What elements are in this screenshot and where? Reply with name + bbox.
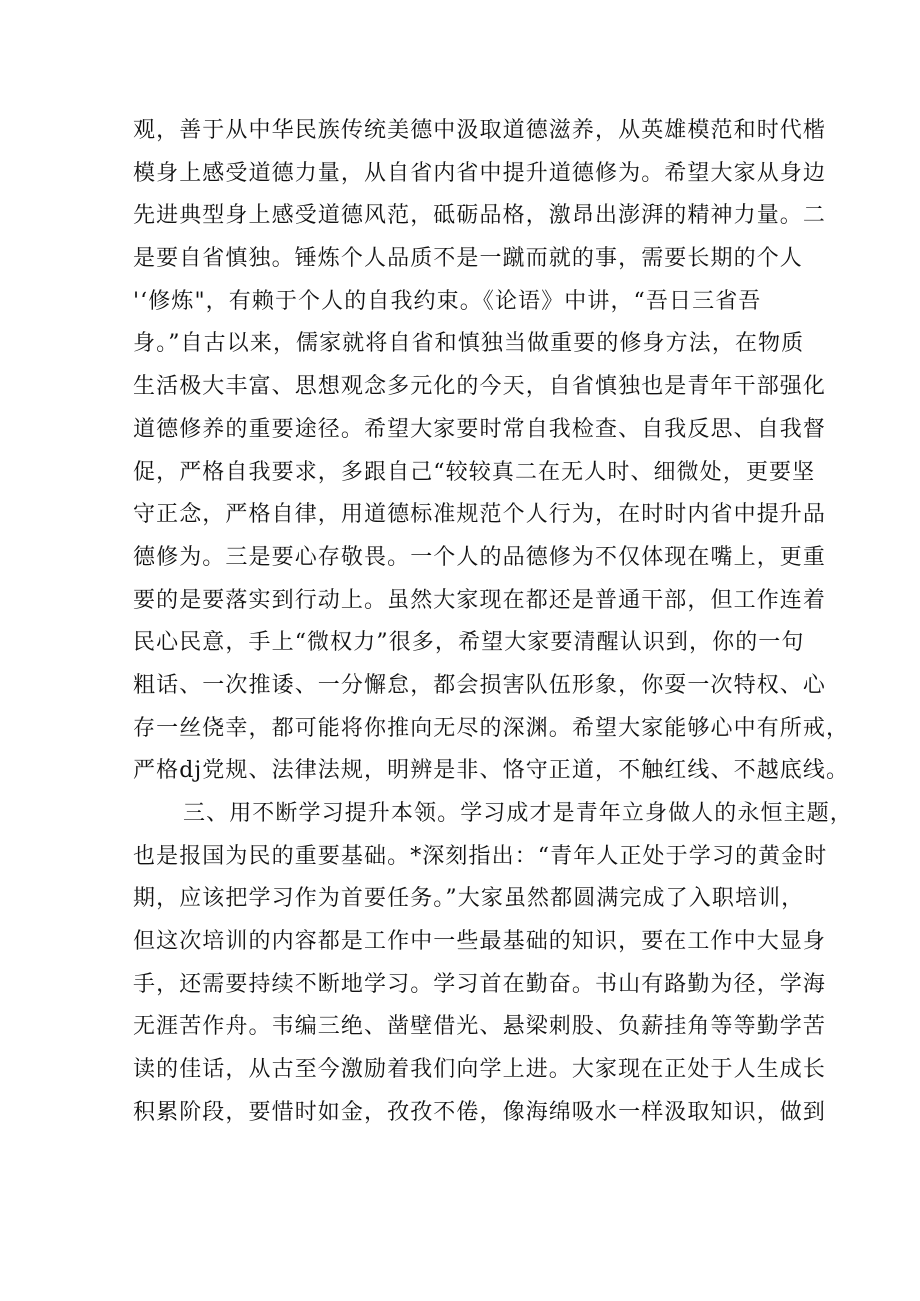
text-line: 无涯苦作舟。韦编三绝、凿壁借光、悬梁刺股、负薪挂角等等勤学苦 (133, 1014, 827, 1040)
text-line: 身。”自古以来，儒家就将自省和慎独当做重要的修身方法，在物质 (133, 331, 805, 357)
text-line: 促，严格自我要求，多跟自己“较较真二在无人时、细微处，更要坚 (133, 459, 816, 485)
section-heading-line: 三、用不断学习提升本领。学习成才是青年立身做人的永恒主题， (183, 801, 853, 826)
text-line: 粗话、一次推诿、一分懈怠，都会损害队伍形象，你耍一次特权、心 (133, 672, 827, 698)
text-line: 但这次培训的内容都是工作中一些最基础的知识，要在工作中大显身 (133, 929, 827, 955)
text-line: 读的佳话，从古至今激励着我们向学上进。大家现在正处于人生成长 (133, 1057, 827, 1083)
text-line: 要的是要落实到行动上。虽然大家现在都还是普通干部，但工作连着 (133, 587, 827, 613)
text-line: 民心民意，手上“微权力”很多，希望大家要清醒认识到，你的一句 (133, 630, 805, 656)
text-line: '‘修炼"，有赖于个人的自我约束。《论语》中讲，“吾日三省吾 (133, 288, 762, 314)
text-line: 积累阶段，要惜时如金，孜孜不倦，像海绵吸水一样汲取知识，做到 (133, 1099, 827, 1125)
text-line: 观，善于从中华民族传统美德中汲取道德滋养，从英雄模范和时代楷 (133, 118, 827, 143)
text-line: 生活极大丰富、思想观念多元化的今天，自省慎独也是青年干部强化 (133, 374, 827, 400)
text-line: 道德修养的重要途径。希望大家要时常自我检查、自我反思、自我督 (133, 416, 827, 442)
text-line: 手，还需要持续不断地学习。学习首在勤奋。书山有路勤为径，学海 (133, 971, 827, 997)
text-line: 德修为。三是要心存敬畏。一个人的品德修为不仅体现在嘴上，更重 (133, 544, 827, 570)
text-line: 也是报国为民的重要基础。*深刻指出：“青年人正处于学习的黄金时 (133, 843, 828, 869)
text-line: 存一丝侥幸，都可能将你推向无尽的深渊。希望大家能够心中有所戒， (133, 715, 850, 741)
text-line: 守正念，严格自律，用道德标准规范个人行为，在时时内省中提升品 (133, 502, 827, 528)
text-line: 模身上感受道德力量，从自省内省中提升道德修为。希望大家从身边 (133, 160, 827, 186)
text-line: 严格dj党规、法律法规，明辨是非、恪守正道，不触红线、不越底线。 (133, 758, 850, 784)
text-line: 期，应该把学习作为首要任务。”大家虽然都圆满完成了入职培训， (133, 886, 805, 912)
body-text (133, 110, 853, 1135)
text-line: 先进典型身上感受道德风范，砥砺品格，激昂出澎湃的精神力量。二 (133, 203, 827, 229)
text-line: 是要自省慎独。锤炼个人品质不是一蹴而就的事，需要长期的个人 (133, 246, 803, 272)
